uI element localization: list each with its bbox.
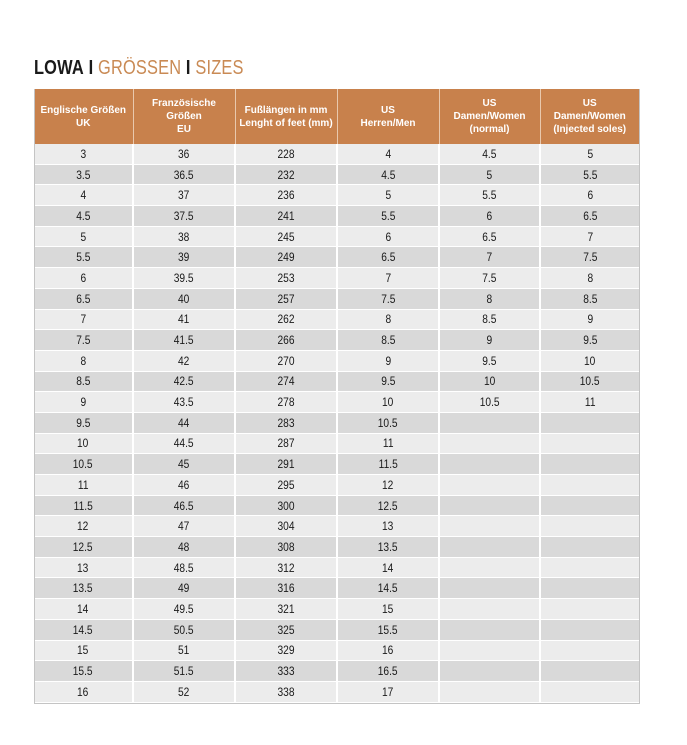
cell-us-women-injected: 5.5 xyxy=(540,164,639,185)
cell-us-women-normal xyxy=(439,619,540,640)
cell-eu: 47 xyxy=(133,516,235,537)
cell-foot-length: 283 xyxy=(235,412,337,433)
table-row xyxy=(34,537,639,558)
cell-eu: 48.5 xyxy=(133,557,235,578)
title-separator: I xyxy=(88,57,94,79)
table-row xyxy=(34,619,639,640)
cell-uk: 14 xyxy=(34,599,133,620)
cell-us-women-normal: 10 xyxy=(439,371,540,392)
table-row xyxy=(34,681,639,702)
cell-us-men: 11.5 xyxy=(337,454,439,475)
cell-eu: 44 xyxy=(133,412,235,433)
cell-foot-length: 321 xyxy=(235,599,337,620)
cell-uk: 14.5 xyxy=(34,619,133,640)
cell-uk: 13 xyxy=(34,557,133,578)
cell-us-women-normal xyxy=(439,681,540,702)
cell-eu: 37.5 xyxy=(133,206,235,227)
cell-eu: 36 xyxy=(133,144,235,164)
cell-us-men: 10 xyxy=(337,392,439,413)
cell-us-men: 15 xyxy=(337,599,439,620)
cell-us-men: 16.5 xyxy=(337,661,439,682)
cell-us-women-injected xyxy=(540,599,639,620)
cell-us-women-normal: 6.5 xyxy=(439,226,540,247)
cell-us-women-normal: 6 xyxy=(439,206,540,227)
cell-foot-length: 338 xyxy=(235,681,337,702)
table-row xyxy=(34,350,639,371)
cell-us-women-normal: 10.5 xyxy=(439,392,540,413)
cell-us-men: 14 xyxy=(337,557,439,578)
cell-eu: 41.5 xyxy=(133,330,235,351)
cell-us-women-injected: 6 xyxy=(540,185,639,206)
cell-eu: 39 xyxy=(133,247,235,268)
cell-us-men: 9.5 xyxy=(337,371,439,392)
cell-eu: 42 xyxy=(133,350,235,371)
cell-foot-length: 241 xyxy=(235,206,337,227)
cell-us-women-normal: 8.5 xyxy=(439,309,540,330)
cell-us-women-injected xyxy=(540,681,639,702)
brand-name: LOWA xyxy=(34,57,84,79)
cell-uk: 4 xyxy=(34,185,133,206)
cell-eu: 39.5 xyxy=(133,268,235,289)
table-row xyxy=(34,226,639,247)
cell-us-women-normal xyxy=(439,433,540,454)
cell-uk: 7 xyxy=(34,309,133,330)
table-row xyxy=(34,309,639,330)
cell-foot-length: 236 xyxy=(235,185,337,206)
cell-eu: 51.5 xyxy=(133,661,235,682)
cell-uk: 5 xyxy=(34,226,133,247)
cell-uk: 16 xyxy=(34,681,133,702)
header-us-women-injected: US Damen/Women (Injected soles) xyxy=(540,89,639,144)
table-row xyxy=(34,206,639,227)
cell-us-women-normal: 8 xyxy=(439,288,540,309)
cell-foot-length: 312 xyxy=(235,557,337,578)
table-row xyxy=(34,247,639,268)
cell-eu: 44.5 xyxy=(133,433,235,454)
cell-foot-length: 300 xyxy=(235,495,337,516)
table-row xyxy=(34,454,639,475)
cell-eu: 36.5 xyxy=(133,164,235,185)
table-row xyxy=(34,495,639,516)
cell-foot-length: 295 xyxy=(235,475,337,496)
cell-us-men: 8.5 xyxy=(337,330,439,351)
cell-us-women-normal xyxy=(439,475,540,496)
size-chart-table-container xyxy=(34,89,639,703)
cell-us-men: 12.5 xyxy=(337,495,439,516)
title-sizes: SIZES xyxy=(195,57,244,79)
cell-us-women-injected xyxy=(540,495,639,516)
cell-us-women-injected: 8.5 xyxy=(540,288,639,309)
cell-uk: 8 xyxy=(34,350,133,371)
cell-foot-length: 232 xyxy=(235,164,337,185)
cell-uk: 5.5 xyxy=(34,247,133,268)
cell-us-women-normal xyxy=(439,599,540,620)
cell-uk: 6.5 xyxy=(34,288,133,309)
table-row xyxy=(34,144,639,164)
cell-us-women-injected: 6.5 xyxy=(540,206,639,227)
cell-us-men: 14.5 xyxy=(337,578,439,599)
cell-eu: 38 xyxy=(133,226,235,247)
header-uk: Englische Größen UK xyxy=(34,89,133,144)
table-row xyxy=(34,578,639,599)
cell-uk: 9 xyxy=(34,392,133,413)
cell-us-women-injected xyxy=(540,640,639,661)
cell-us-men: 16 xyxy=(337,640,439,661)
cell-us-women-injected: 7 xyxy=(540,226,639,247)
table-row xyxy=(34,330,639,351)
cell-us-men: 12 xyxy=(337,475,439,496)
cell-us-women-normal xyxy=(439,537,540,558)
cell-eu: 42.5 xyxy=(133,371,235,392)
cell-foot-length: 249 xyxy=(235,247,337,268)
header-eu: Französische Größen EU xyxy=(133,89,235,144)
cell-foot-length: 329 xyxy=(235,640,337,661)
cell-us-men: 5 xyxy=(337,185,439,206)
cell-uk: 6 xyxy=(34,268,133,289)
cell-us-women-injected xyxy=(540,661,639,682)
cell-foot-length: 291 xyxy=(235,454,337,475)
cell-uk: 15.5 xyxy=(34,661,133,682)
cell-us-women-normal xyxy=(439,454,540,475)
cell-eu: 37 xyxy=(133,185,235,206)
cell-us-women-normal: 5 xyxy=(439,164,540,185)
cell-foot-length: 270 xyxy=(235,350,337,371)
cell-foot-length: 262 xyxy=(235,309,337,330)
table-header-row xyxy=(34,89,639,144)
cell-us-women-injected: 11 xyxy=(540,392,639,413)
cell-foot-length: 274 xyxy=(235,371,337,392)
cell-us-women-injected: 9 xyxy=(540,309,639,330)
cell-eu: 50.5 xyxy=(133,619,235,640)
table-row xyxy=(34,412,639,433)
cell-us-women-injected: 10.5 xyxy=(540,371,639,392)
header-us-men: US Herren/Men xyxy=(337,89,439,144)
cell-us-men: 13 xyxy=(337,516,439,537)
cell-uk: 8.5 xyxy=(34,371,133,392)
cell-us-women-injected xyxy=(540,557,639,578)
table-row xyxy=(34,475,639,496)
table-row xyxy=(34,557,639,578)
cell-uk: 3 xyxy=(34,144,133,164)
table-row xyxy=(34,164,639,185)
cell-uk: 11 xyxy=(34,475,133,496)
cell-foot-length: 228 xyxy=(235,144,337,164)
cell-us-women-injected: 8 xyxy=(540,268,639,289)
cell-uk: 12 xyxy=(34,516,133,537)
table-row xyxy=(34,599,639,620)
cell-us-men: 5.5 xyxy=(337,206,439,227)
cell-foot-length: 304 xyxy=(235,516,337,537)
cell-uk: 3.5 xyxy=(34,164,133,185)
cell-uk: 7.5 xyxy=(34,330,133,351)
cell-us-women-injected xyxy=(540,475,639,496)
page-title xyxy=(34,56,244,80)
cell-uk: 10 xyxy=(34,433,133,454)
title-groessen: GRÖSSEN xyxy=(98,57,182,79)
table-row xyxy=(34,661,639,682)
cell-us-men: 4.5 xyxy=(337,164,439,185)
cell-us-women-injected xyxy=(540,537,639,558)
cell-foot-length: 316 xyxy=(235,578,337,599)
cell-us-men: 7 xyxy=(337,268,439,289)
cell-foot-length: 287 xyxy=(235,433,337,454)
table-row xyxy=(34,516,639,537)
table-row xyxy=(34,433,639,454)
table-row xyxy=(34,268,639,289)
cell-uk: 4.5 xyxy=(34,206,133,227)
cell-us-women-normal xyxy=(439,516,540,537)
table-body xyxy=(34,144,639,702)
header-foot-length: Fußlängen in mm Lenght of feet (mm) xyxy=(235,89,337,144)
cell-us-women-normal xyxy=(439,495,540,516)
cell-uk: 9.5 xyxy=(34,412,133,433)
cell-foot-length: 308 xyxy=(235,537,337,558)
cell-us-women-normal xyxy=(439,557,540,578)
cell-foot-length: 253 xyxy=(235,268,337,289)
cell-us-men: 17 xyxy=(337,681,439,702)
cell-us-women-normal: 4.5 xyxy=(439,144,540,164)
cell-foot-length: 257 xyxy=(235,288,337,309)
cell-us-women-normal: 9 xyxy=(439,330,540,351)
cell-us-women-normal: 7 xyxy=(439,247,540,268)
cell-uk: 15 xyxy=(34,640,133,661)
cell-eu: 41 xyxy=(133,309,235,330)
cell-us-men: 6 xyxy=(337,226,439,247)
header-us-women-normal: US Damen/Women (normal) xyxy=(439,89,540,144)
table-row xyxy=(34,392,639,413)
cell-us-women-normal: 5.5 xyxy=(439,185,540,206)
cell-us-women-injected xyxy=(540,578,639,599)
table-row xyxy=(34,371,639,392)
cell-foot-length: 266 xyxy=(235,330,337,351)
cell-eu: 45 xyxy=(133,454,235,475)
cell-us-women-normal xyxy=(439,661,540,682)
cell-eu: 48 xyxy=(133,537,235,558)
cell-us-men: 6.5 xyxy=(337,247,439,268)
cell-us-women-normal xyxy=(439,640,540,661)
cell-eu: 49 xyxy=(133,578,235,599)
cell-us-men: 11 xyxy=(337,433,439,454)
cell-eu: 40 xyxy=(133,288,235,309)
cell-us-women-injected: 7.5 xyxy=(540,247,639,268)
cell-us-women-normal: 9.5 xyxy=(439,350,540,371)
cell-us-women-normal: 7.5 xyxy=(439,268,540,289)
cell-us-women-injected: 10 xyxy=(540,350,639,371)
cell-us-women-normal xyxy=(439,578,540,599)
cell-us-women-injected xyxy=(540,619,639,640)
cell-eu: 51 xyxy=(133,640,235,661)
cell-eu: 49.5 xyxy=(133,599,235,620)
table-row xyxy=(34,640,639,661)
cell-foot-length: 245 xyxy=(235,226,337,247)
cell-us-men: 7.5 xyxy=(337,288,439,309)
cell-us-women-normal xyxy=(439,412,540,433)
cell-uk: 10.5 xyxy=(34,454,133,475)
cell-eu: 43.5 xyxy=(133,392,235,413)
cell-eu: 52 xyxy=(133,681,235,702)
cell-us-men: 8 xyxy=(337,309,439,330)
cell-us-women-injected: 9.5 xyxy=(540,330,639,351)
cell-eu: 46 xyxy=(133,475,235,496)
cell-us-men: 15.5 xyxy=(337,619,439,640)
cell-us-women-injected xyxy=(540,412,639,433)
cell-foot-length: 278 xyxy=(235,392,337,413)
cell-us-women-injected xyxy=(540,433,639,454)
title-separator: I xyxy=(185,57,191,79)
cell-uk: 11.5 xyxy=(34,495,133,516)
cell-foot-length: 325 xyxy=(235,619,337,640)
table-row xyxy=(34,288,639,309)
cell-uk: 12.5 xyxy=(34,537,133,558)
cell-us-men: 10.5 xyxy=(337,412,439,433)
cell-us-women-injected xyxy=(540,454,639,475)
cell-us-women-injected: 5 xyxy=(540,144,639,164)
cell-eu: 46.5 xyxy=(133,495,235,516)
cell-foot-length: 333 xyxy=(235,661,337,682)
cell-us-men: 9 xyxy=(337,350,439,371)
cell-us-men: 4 xyxy=(337,144,439,164)
cell-us-women-injected xyxy=(540,516,639,537)
cell-uk: 13.5 xyxy=(34,578,133,599)
size-chart-table xyxy=(34,89,639,703)
table-row xyxy=(34,185,639,206)
cell-us-men: 13.5 xyxy=(337,537,439,558)
